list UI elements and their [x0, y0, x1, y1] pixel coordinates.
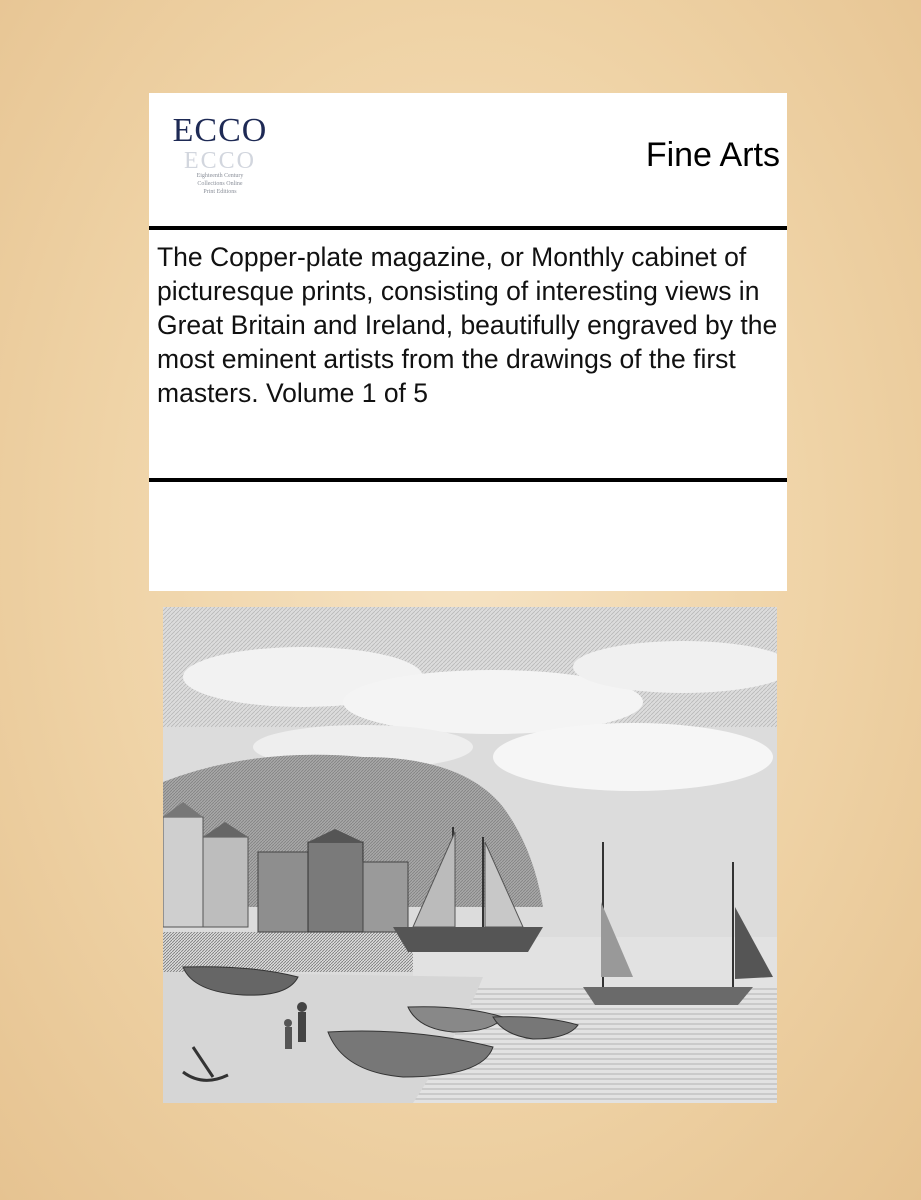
series-label: Fine Arts	[645, 136, 780, 174]
logo-ghost-mark: ECCO	[183, 148, 256, 174]
logo-caption-line-2: Collections Online	[197, 181, 243, 187]
top-rule	[149, 226, 787, 230]
bottom-rule	[149, 478, 787, 482]
harbour-engraving	[163, 607, 777, 1103]
ecco-logo	[170, 108, 270, 214]
engraving-illustration	[163, 607, 777, 1103]
logo-caption-line-1: Eighteenth Century	[196, 173, 244, 179]
logo-caption-line-3: Print Editions	[203, 189, 237, 195]
book-title: The Copper-plate magazine, or Monthly cabinet of picturesque prints, consisting of interesting views in Great Britain and Ireland, beautifully engraved by the most eminent artists from the drawings of the first masters. Volume 1 of 5	[157, 242, 778, 408]
logo-mark: ECCO	[172, 112, 268, 149]
